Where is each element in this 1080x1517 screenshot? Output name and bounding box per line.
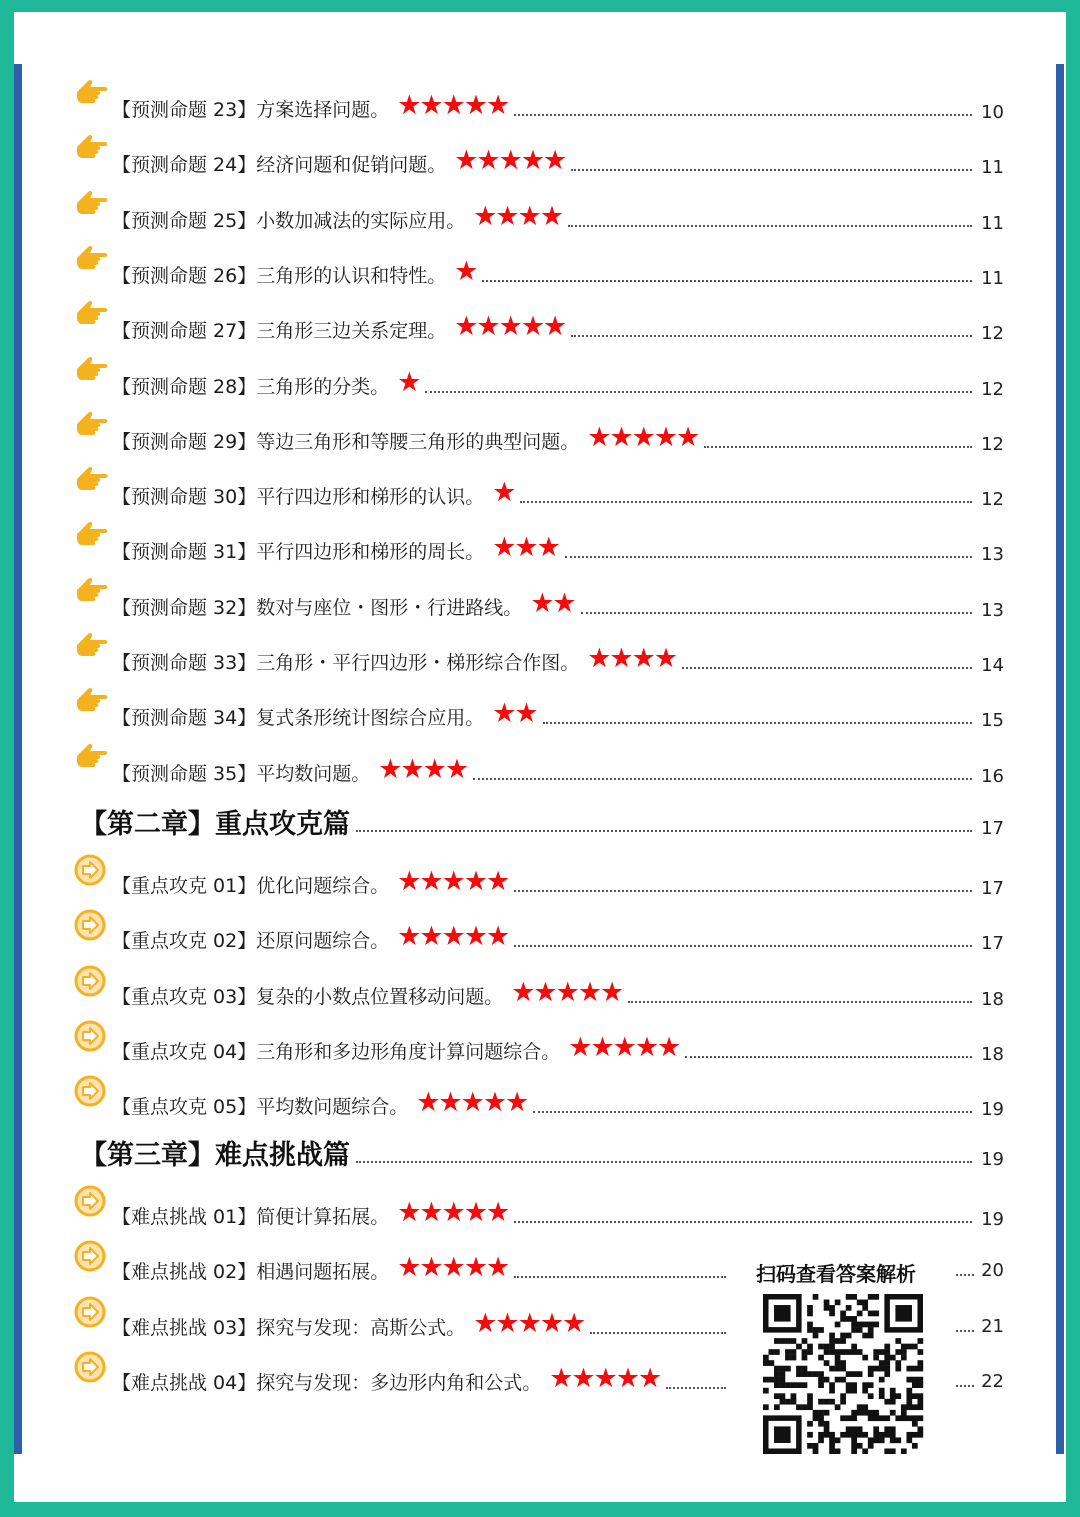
- toc-entry-label: 【重点攻克 02】还原问题综合。: [112, 930, 390, 953]
- toc-row[interactable]: [112, 1357, 732, 1397]
- toc-entry-label: 【预测命题 29】等边三角形和等腰三角形的典型问题。: [112, 430, 580, 453]
- pointing-hand-icon: [74, 244, 108, 278]
- toc-entry-label: 【预测命题 30】平行四边形和梯形的认识。: [112, 486, 485, 509]
- difficulty-stars: ★★★★★: [454, 145, 566, 177]
- right-accent-bar: [1056, 64, 1064, 1454]
- arrow-circle-icon: [74, 909, 108, 943]
- page-number: 17: [981, 933, 1004, 955]
- page-number: 21: [981, 1315, 1004, 1337]
- pointing-hand-icon: [74, 742, 108, 776]
- difficulty-stars: ★★: [530, 587, 575, 619]
- toc-entry-label: 【预测命题 24】经济问题和促销问题。: [112, 154, 447, 177]
- leader-dots: [956, 1330, 974, 1332]
- toc-row[interactable]: [112, 416, 1004, 456]
- page-number: 10: [981, 102, 1004, 123]
- toc-entry-label: 【预测命题 23】方案选择问题。: [112, 99, 390, 121]
- difficulty-stars: ★★★★★: [587, 421, 699, 453]
- qr-title: 扫码查看答案解析: [756, 1262, 916, 1286]
- page-number: 11: [981, 212, 1004, 234]
- leader-dots: [682, 666, 972, 669]
- page-number: 19: [981, 1209, 1004, 1230]
- arrow-circle-icon: [74, 965, 108, 999]
- page-number: 22: [981, 1370, 1004, 1392]
- difficulty-stars: ★★★★★: [454, 311, 566, 343]
- page-number: 19: [981, 1099, 1004, 1121]
- pointing-hand-icon: [74, 410, 108, 444]
- toc-row[interactable]: [112, 250, 1004, 290]
- toc-entry-label: 【难点挑战 04】探究与发现：多边形内角和公式。: [112, 1371, 542, 1394]
- chapter-heading[interactable]: [80, 1131, 1004, 1171]
- page-number: 13: [981, 544, 1004, 566]
- leader-dots: [356, 1160, 972, 1163]
- pointing-hand-icon: [74, 520, 108, 554]
- leader-dots: [543, 721, 972, 724]
- toc-entry-label: 【预测命题 35】平均数问题。: [112, 762, 371, 785]
- difficulty-stars: ★★★★★: [549, 1362, 661, 1394]
- leader-dots: [514, 1220, 972, 1223]
- toc-entry-label: 【重点攻克 03】复杂的小数点位置移动问题。: [112, 985, 504, 1008]
- difficulty-stars: ★★★★★: [397, 921, 509, 953]
- leader-dots: [514, 944, 972, 947]
- toc-entry-label: 【重点攻克 04】三角形和多边形角度计算问题综合。: [112, 1040, 561, 1063]
- toc-row[interactable]: [112, 915, 1004, 955]
- pointing-hand-icon: [74, 189, 108, 223]
- page-number-tail: [956, 1316, 1004, 1338]
- leader-dots: [956, 1385, 974, 1387]
- chapter-title: 【第二章】重点攻克篇: [80, 809, 350, 840]
- page-number: 14: [981, 655, 1004, 676]
- toc-entry-label: 【预测命题 28】三角形的分类。: [112, 375, 390, 398]
- toc-row[interactable]: [112, 582, 1004, 622]
- leader-dots: [581, 611, 972, 614]
- pointing-hand-icon: [74, 576, 108, 610]
- page-number: 12: [981, 433, 1004, 455]
- toc-entry-label: 【预测命题 25】小数加减法的实际应用。: [112, 209, 466, 232]
- toc-row[interactable]: [112, 1026, 1004, 1066]
- page-number: 13: [981, 599, 1004, 621]
- pointing-hand-icon: [74, 355, 108, 389]
- toc-row[interactable]: [112, 692, 1004, 732]
- toc-row[interactable]: [112, 860, 1004, 900]
- toc-row[interactable]: [112, 195, 1004, 235]
- chapter-heading[interactable]: [80, 800, 1004, 840]
- page-number-tail: [956, 1260, 1004, 1282]
- page-number: 18: [981, 988, 1004, 1010]
- toc-entry-label: 【预测命题 33】三角形・平行四边形・梯形综合作图。: [112, 652, 580, 674]
- page-number: 11: [981, 267, 1004, 289]
- pointing-hand-icon: [74, 465, 108, 499]
- leader-dots: [425, 390, 972, 393]
- toc-row[interactable]: [112, 526, 1004, 566]
- toc-entry-label: 【预测命题 31】平行四边形和梯形的周长。: [112, 541, 485, 564]
- page-number: 17: [981, 878, 1004, 899]
- arrow-circle-icon: [74, 1185, 108, 1219]
- leader-dots: [533, 1110, 972, 1113]
- difficulty-stars: ★: [397, 366, 420, 398]
- leader-dots: [628, 1000, 972, 1003]
- leader-dots: [356, 829, 972, 832]
- toc-row[interactable]: [112, 1246, 732, 1286]
- difficulty-stars: ★: [492, 477, 515, 509]
- toc-entry-label: 【重点攻克 01】优化问题综合。: [112, 875, 390, 897]
- difficulty-stars: ★★★★★: [397, 1252, 509, 1284]
- difficulty-stars: ★★★★★: [397, 866, 509, 897]
- leader-dots: [666, 1386, 726, 1389]
- toc-row[interactable]: [112, 1302, 732, 1342]
- difficulty-stars: ★★★: [492, 532, 559, 564]
- pointing-hand-icon: [74, 299, 108, 333]
- pointing-hand-icon: [74, 686, 108, 720]
- difficulty-stars: ★★★★: [378, 753, 468, 785]
- toc-entry-label: 【重点攻克 05】平均数问题综合。: [112, 1096, 409, 1119]
- arrow-circle-icon: [74, 1296, 108, 1330]
- leader-dots: [473, 777, 972, 780]
- page-number: 18: [981, 1043, 1004, 1065]
- toc-row[interactable]: [112, 84, 1004, 124]
- left-accent-bar: [14, 64, 22, 1454]
- difficulty-stars: ★★★★★: [416, 1087, 528, 1119]
- page-number: 19: [981, 1149, 1004, 1170]
- toc-entry-label: 【难点挑战 01】简便计算拓展。: [112, 1206, 390, 1228]
- page-number: 16: [981, 765, 1004, 787]
- toc-row[interactable]: [112, 305, 1004, 345]
- chapter-title: 【第三章】难点挑战篇: [80, 1140, 350, 1171]
- leader-dots: [704, 445, 972, 448]
- difficulty-stars: ★★★★: [473, 200, 563, 232]
- page-number: 12: [981, 323, 1004, 345]
- arrow-circle-icon: [74, 1351, 108, 1385]
- page-number-tail: [956, 1371, 1004, 1393]
- pointing-hand-icon: [74, 133, 108, 167]
- leader-dots: [514, 1275, 726, 1278]
- page-number: 20: [981, 1260, 1004, 1282]
- difficulty-stars: ★★★★★: [511, 976, 623, 1008]
- leader-dots: [514, 113, 972, 116]
- toc-row[interactable]: [112, 1081, 1004, 1121]
- arrow-circle-icon: [74, 1020, 108, 1054]
- toc-entry-label: 【难点挑战 03】探究与发现：高斯公式。: [112, 1316, 466, 1339]
- page-number: 11: [981, 157, 1004, 179]
- toc-entry-label: 【预测命题 26】三角形的认识和特性。: [112, 264, 447, 287]
- difficulty-stars: ★★★★★: [397, 1197, 509, 1228]
- arrow-circle-icon: [74, 1240, 108, 1274]
- toc-row[interactable]: [112, 139, 1004, 179]
- page-number: 12: [981, 378, 1004, 400]
- leader-dots: [571, 334, 972, 337]
- leader-dots: [568, 224, 972, 227]
- toc-row[interactable]: [112, 1191, 1004, 1231]
- leader-dots: [514, 889, 972, 892]
- toc-row[interactable]: [112, 637, 1004, 677]
- arrow-circle-icon: [74, 1075, 108, 1109]
- leader-dots: [520, 500, 972, 503]
- leader-dots: [590, 1331, 726, 1334]
- toc-entry-label: 【预测命题 32】数对与座位・图形・行进路线。: [112, 596, 523, 619]
- toc-entry-label: 【预测命题 34】复式条形统计图综合应用。: [112, 707, 485, 730]
- toc-row[interactable]: [112, 361, 1004, 401]
- leader-dots: [685, 1055, 972, 1058]
- arrow-circle-icon: [74, 854, 108, 888]
- toc-entry-label: 【预测命题 27】三角形三边关系定理。: [112, 320, 447, 343]
- page-number: 12: [981, 489, 1004, 511]
- page-number: 15: [981, 710, 1004, 732]
- leader-dots: [956, 1274, 974, 1276]
- toc-row[interactable]: [112, 471, 1004, 511]
- leader-dots: [571, 168, 972, 171]
- toc-row[interactable]: [112, 748, 1004, 788]
- pointing-hand-icon: [74, 78, 108, 112]
- pointing-hand-icon: [74, 631, 108, 665]
- leader-dots: [482, 279, 972, 282]
- leader-dots: [565, 555, 972, 558]
- qr-code-icon: [758, 1294, 928, 1454]
- difficulty-stars: ★★★★★: [397, 90, 509, 121]
- toc-entry-label: 【难点挑战 02】相遇问题拓展。: [112, 1261, 390, 1284]
- difficulty-stars: ★: [454, 255, 477, 287]
- page-number: 17: [981, 818, 1004, 839]
- difficulty-stars: ★★★★: [587, 643, 677, 674]
- difficulty-stars: ★★: [492, 698, 537, 730]
- difficulty-stars: ★★★★★: [568, 1031, 680, 1063]
- difficulty-stars: ★★★★★: [473, 1307, 585, 1339]
- toc-row[interactable]: [112, 971, 1004, 1011]
